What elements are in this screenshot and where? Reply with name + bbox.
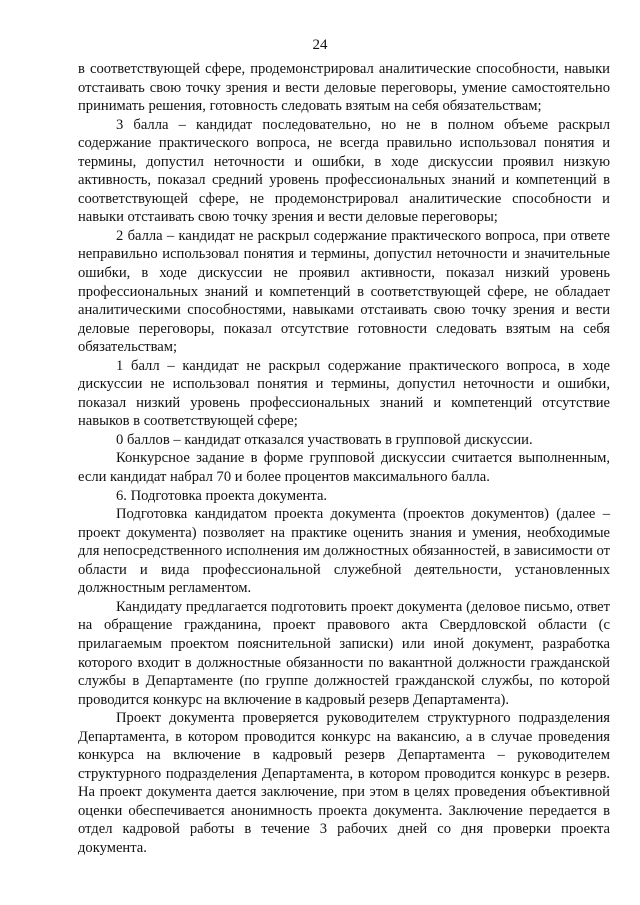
document-body (78, 60, 610, 858)
paragraph-completion-criteria: Конкурсное задание в форме групповой дискуссии считается выполненным, если кандидат набрал 70 и более процентов максимального балла. (78, 450, 610, 486)
paragraph-continuation: в соответствующей сфере, продемонстрировал аналитические способности, навыки отстаивать свою точку зрения и вести деловые переговоры, умение самостоятельно принимать решения, готовность следовать взятым на себя обязательствам; (78, 61, 610, 115)
paragraph-score-3: 3 балла – кандидат последовательно, но не в полном объеме раскрыл содержание практического вопроса, не всегда правильно использовал понятия и термины, допустил неточности и ошибки, в ходе дискуссии проявил низкую активность, показал средний уровень профессиональных знаний и компетенций в соответствующей сфере, не продемонстрировал аналитические способности и навыки отстаивать свою точку зрения и вести деловые переговоры; (78, 116, 610, 226)
paragraph-score-2: 2 балла – кандидат не раскрыл содержание практического вопроса, при ответе неправильно использовал понятия и термины, допустил неточности и значительные ошибки, в ходе дискуссии не проявил активности, показал низкий уровень профессиональных знаний и компетенций в соответствующей сфере, не обладает аналитическими способностями, навыками отстаивать свою точку зрения и вести деловые переговоры, показал отсутствие готовности следовать взятым на себя обязательствам; (78, 227, 610, 356)
page-number: 24 (312, 37, 328, 53)
paragraph-score-1: 1 балл – кандидат не раскрыл содержание практического вопроса, в ходе дискуссии не использовал понятия и термины, допустил неточности и ошибки, показал низкий уровень профессиональных знаний и компетенций отсутствие навыков в соответствующей сфере; (78, 357, 610, 430)
paragraph-document-preparation: Подготовка кандидатом проекта документа (проектов документов) (далее – проект документа) позволяет на практике оценить знания и умения, необходимые для непосредственного исполнения им должностных обязанностей, в зависимости от области и вида профессиональной служебной деятельности, установленных должностным регламентом. (78, 506, 610, 597)
paragraph-score-0: 0 баллов – кандидат отказался участвовать в групповой дискуссии. (116, 431, 533, 448)
paragraph-document-review: Проект документа проверяется руководителем структурного подразделения Департамента, в котором проводится конкурс на вакансию, а в случае проведения конкурса на включение в кадровый резерв Департамента – руководителем структурного подразделения Департамента, в котором проводится конкурс в резерв. На проект документа дается заключение, при этом в целях проведения объективной оценки обеспечивается анонимность проекта документа. Заключение передается в отдел кадровой работы в течение 3 рабочих дней со дня проверки проекта документа. (78, 710, 610, 856)
paragraph-candidate-task: Кандидату предлагается подготовить проект документа (деловое письмо, ответ на обращение гражданина, проект правового акта Свердловской области (с прилагаемым проектом пояснительной записки) или иной документ, разработка которого входит в должностные обязанности по вакантной должности гражданской службы в Департаменте (по группе должностей гражданской службы, по которой проводится конкурс на включение в кадровый резерв Департамента). (78, 598, 610, 708)
section-heading-6: 6. Подготовка проекта документа. (116, 487, 328, 504)
